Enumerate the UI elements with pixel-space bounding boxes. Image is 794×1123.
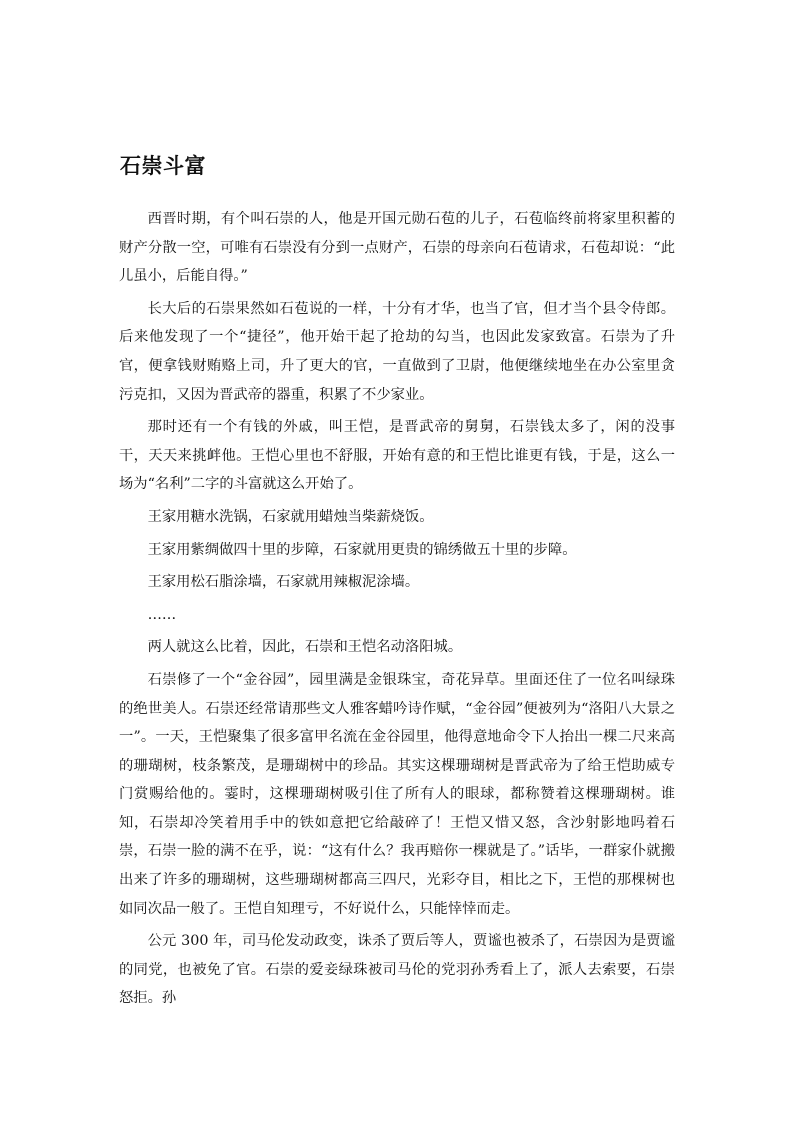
ellipsis-paragraph: …… — [147, 606, 177, 623]
paragraph: 王家用糖水洗锅，石家就用蜡烛当柴薪烧饭。 — [147, 508, 434, 525]
paragraph: 石崇修了一个“金谷园”，园里满是金银珠宝，奇花异草。里面还住了一位名叫绿珠的绝世美人。石崇还经常请那些文人雅客蜡吟诗作赋，“金谷园”便被列为“洛阳八大景之一”。一天，王恺聚集了很多富甲名流在金谷园里，他得意地命令下人抬出一棵二尺来高的珊瑚树，枝条繁茂，是珊瑚树中的珍品。其实这棵珊瑚树是晋武帝为了给王恺助威专门赏赐给他的。霎时，这棵珊瑚树吸引住了所有人的眼球，都称赞着这棵珊瑚树。谁知，石崇却冷笑着用手中的铁如意把它给敲碎了！王恺又惜又怒，含沙射影地吗着石崇，石崇一脸的满不在乎，说：“这有什么？我再赔你一棵就是了。”话毕，一群家仆就搬出来了许多的珊瑚树，这些珊瑚树都高三四尺，光彩夺目，相比之下，王恺的那棵树也如同次品一般了。王恺自知理亏，不好说什么，只能悻悻而走。 — [119, 671, 675, 917]
paragraph: 西晋时期，有个叫石崇的人，他是开国元勋石苞的儿子，石苞临终前将家里积蓄的财产分散一空，可唯有石崇没有分到一点财产，石崇的母亲向石苞请求，石苞却说：“此儿虽小，后能自得。” — [119, 211, 675, 285]
document-body — [119, 205, 675, 1013]
document-title: 石崇斗富 — [120, 153, 206, 178]
paragraph: 长大后的石崇果然如石苞说的一样，十分有才华，也当了官，但才当个县令侍郎。后来他发现了一个“捷径”，他开始干起了抢劫的勾当，也因此发家致富。石崇为了升官，便拿钱财贿赂上司，升了更大的官，一直做到了卫尉，他便继续地坐在办公室里贪污克扣，又因为晋武帝的器重，积累了不少家业。 — [119, 300, 675, 403]
paragraph: 那时还有一个有钱的外戚，叫王恺，是晋武帝的舅舅，石崇钱太多了，闲的没事干，天天来挑衅他。王恺心里也不舒服，开始有意的和王恺比谁更有钱，于是，这么一场为“名利”二字的斗富就这么开始了。 — [119, 419, 675, 493]
paragraph: 王家用松石脂涂墙，石家就用辣椒泥涂墙。 — [147, 574, 420, 591]
paragraph: 公元 300 年，司马伦发动政变，诛杀了贾后等人，贾谧也被杀了，石崇因为是贾谧的同党，也被免了官。石崇的爱妾绿珠被司马伦的党羽孙秀看上了，派人去索要，石崇怒拒。孙 — [119, 933, 675, 1007]
paragraph: 王家用紫绸做四十里的步障，石家就用更贵的锦绣做五十里的步障。 — [147, 541, 577, 558]
paragraph: 两人就这么比着，因此，石崇和王恺名动洛阳城。 — [147, 639, 463, 656]
